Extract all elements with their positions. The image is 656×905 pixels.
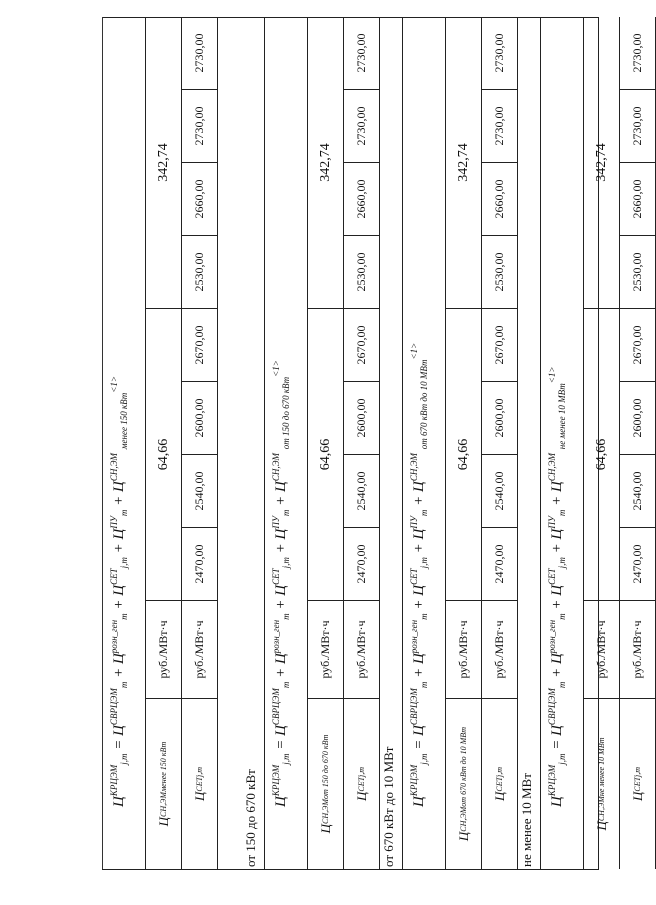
formula-row bbox=[403, 17, 446, 869]
cet-value: 2670,00 bbox=[182, 309, 217, 382]
cet-value: 2730,00 bbox=[344, 17, 379, 90]
sn-label: Ц СН,ЭМ от 150 до 670 кВт bbox=[317, 734, 333, 834]
cet-value: 2730,00 bbox=[620, 90, 655, 163]
section-title bbox=[378, 17, 403, 869]
cet-label: Ц СЕТ j,m bbox=[353, 766, 369, 802]
cet-value: 2660,00 bbox=[482, 163, 517, 236]
page-border-bottom bbox=[102, 869, 599, 870]
formula: $Ц^{КРЦЭМ}_{j,m} = Ц^{СВРЦЭМ}_m + Ц^{розн\_ген}_m + Ц^{СЕТ}_{j,m} + Ц^{ПУ}_m + Ц^{СН,ЭМ}$ $_{менее 150 кВт}^{<1>}$ bbox=[109, 376, 129, 807]
cet-value: 2600,00 bbox=[344, 382, 379, 455]
units-cell: руб./МВт·ч bbox=[584, 601, 619, 699]
cet-value: 2730,00 bbox=[482, 90, 517, 163]
cet-row bbox=[182, 17, 218, 869]
formula-row bbox=[541, 17, 584, 869]
cet-value: 2730,00 bbox=[344, 90, 379, 163]
cet-value: 2670,00 bbox=[482, 309, 517, 382]
sn-row bbox=[446, 17, 482, 869]
cet-value: 2660,00 bbox=[344, 163, 379, 236]
units-cell: руб./МВт·ч bbox=[620, 601, 655, 699]
sn-value-a: 64,66 bbox=[308, 309, 343, 601]
sn-label: Ц СН,ЭМ менее 150 кВт bbox=[155, 741, 171, 827]
cet-row bbox=[344, 17, 380, 869]
cet-value: 2530,00 bbox=[182, 236, 217, 309]
section-title bbox=[240, 17, 265, 869]
sn-value-b: 342,74 bbox=[446, 17, 481, 309]
cet-row bbox=[620, 17, 656, 869]
formula: $Ц^{КРЦЭМ}_{j,m} = Ц^{СВРЦЭМ}_m + Ц^{розн\_ген}_m + Ц^{СЕТ}_{j,m} + Ц^{ПУ}_m + Ц^{СН,ЭМ}$ $_{от 150 до 670 кВт}^{<1>}$ bbox=[271, 360, 291, 807]
cet-label: Ц СЕТ j,m bbox=[629, 766, 645, 802]
cet-value: 2470,00 bbox=[482, 528, 517, 601]
cet-value: 2730,00 bbox=[182, 90, 217, 163]
cet-value: 2470,00 bbox=[344, 528, 379, 601]
cet-value: 2600,00 bbox=[182, 382, 217, 455]
cet-value: 2600,00 bbox=[482, 382, 517, 455]
units-cell: руб./МВт·ч bbox=[482, 601, 517, 699]
cet-value: 2730,00 bbox=[182, 17, 217, 90]
units-cell: руб./МВт·ч bbox=[308, 601, 343, 699]
formula: $Ц^{КРЦЭМ}_{j,m} = Ц^{СВРЦЭМ}_m + Ц^{розн\_ген}_m + Ц^{СЕТ}_{j,m} + Ц^{ПУ}_m + Ц^{СН,ЭМ}$ $_{от 670 кВт до 10 МВт}^{<1>}$ bbox=[409, 342, 429, 807]
units-cell: руб./МВт·ч bbox=[446, 601, 481, 699]
cet-value: 2540,00 bbox=[182, 455, 217, 528]
section-title-text: от 150 до 670 кВт bbox=[243, 769, 258, 867]
cet-value: 2530,00 bbox=[344, 236, 379, 309]
cet-value: 2470,00 bbox=[182, 528, 217, 601]
formula-row bbox=[265, 17, 308, 869]
formula-row bbox=[103, 17, 146, 869]
sn-row bbox=[584, 17, 620, 869]
cet-row bbox=[482, 17, 518, 869]
sn-value-a: 64,66 bbox=[584, 309, 619, 601]
tariff-section bbox=[378, 17, 518, 869]
section-title-text: от 670 кВт до 10 МВт bbox=[381, 746, 396, 867]
sn-row bbox=[146, 17, 182, 869]
units-cell: руб./МВт·ч bbox=[344, 601, 379, 699]
sn-value-b: 342,74 bbox=[146, 17, 181, 309]
tariff-section bbox=[516, 17, 656, 869]
cet-value: 2470,00 bbox=[620, 528, 655, 601]
section-title-text: не менее 10 МВт bbox=[519, 773, 534, 867]
sn-row bbox=[308, 17, 344, 869]
tariff-section bbox=[103, 17, 218, 869]
sn-value-b: 342,74 bbox=[584, 17, 619, 309]
units-cell: руб./МВт·ч bbox=[182, 601, 217, 699]
cet-value: 2600,00 bbox=[620, 382, 655, 455]
tariff-section bbox=[240, 17, 380, 869]
sn-label: Ц СН,ЭМ от 670 кВт до 10 МВт bbox=[455, 726, 471, 842]
cet-label: Ц СЕТ j,m bbox=[491, 766, 507, 802]
cet-value: 2730,00 bbox=[482, 17, 517, 90]
cet-value: 2670,00 bbox=[620, 309, 655, 382]
cet-value: 2660,00 bbox=[620, 163, 655, 236]
sn-value-b: 342,74 bbox=[308, 17, 343, 309]
cet-value: 2730,00 bbox=[620, 17, 655, 90]
rotated-tariff-table bbox=[103, 17, 645, 869]
formula: $Ц^{КРЦЭМ}_{j,m} = Ц^{СВРЦЭМ}_m + Ц^{розн\_ген}_m + Ц^{СЕТ}_{j,m} + Ц^{ПУ}_m + Ц^{СН,ЭМ}$ $_{не менее 10 МВт}^{<1>}$ bbox=[547, 366, 567, 807]
cet-value: 2670,00 bbox=[344, 309, 379, 382]
units-cell: руб./МВт·ч bbox=[146, 601, 181, 699]
cet-value: 2530,00 bbox=[482, 236, 517, 309]
cet-value: 2660,00 bbox=[182, 163, 217, 236]
section-title bbox=[516, 17, 541, 869]
sn-value-a: 64,66 bbox=[446, 309, 481, 601]
cet-value: 2540,00 bbox=[482, 455, 517, 528]
cet-value: 2530,00 bbox=[620, 236, 655, 309]
sn-value-a: 64,66 bbox=[146, 309, 181, 601]
cet-value: 2540,00 bbox=[344, 455, 379, 528]
cet-value: 2540,00 bbox=[620, 455, 655, 528]
sn-label: Ц СН,ЭМ не менее 10 МВт bbox=[593, 737, 609, 831]
cet-label: Ц СЕТ j,m bbox=[191, 766, 207, 802]
